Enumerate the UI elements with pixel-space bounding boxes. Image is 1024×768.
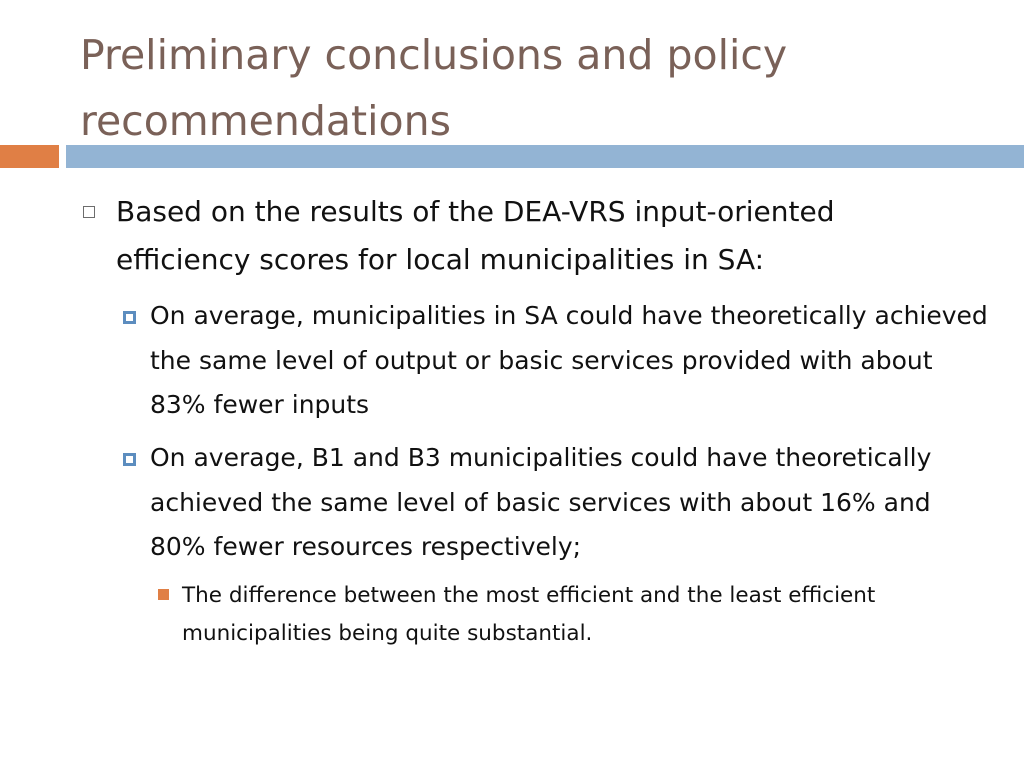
- sub-sub-bullet-efficiency-difference: The difference between the most efficient and the least efficient municipalities being quite substantial.: [182, 583, 876, 646]
- blue-square-bullet-icon: [123, 311, 136, 324]
- sub-bullet-average-municipalities: On average, municipalities in SA could have theoretically achieved the same level of output or basic services provided with about 83% fewer inputs: [150, 301, 988, 419]
- accent-bar-blue: [66, 145, 1024, 168]
- bullet-level1: Based on the results of the DEA-VRS input-oriented efficiency scores for local municipalities in SA:: [116, 195, 835, 276]
- sub-bullet-b1-b3-municipalities: On average, B1 and B3 municipalities could have theoretically achieved the same level of basic services with about 16% and 80% fewer resources respectively;: [150, 443, 932, 561]
- accent-bar-orange: [0, 145, 59, 168]
- orange-square-bullet-icon: [158, 589, 169, 600]
- slide-title: Preliminary conclusions and policy recommendations: [80, 31, 788, 145]
- blue-square-bullet-icon: [123, 453, 136, 466]
- open-square-bullet-icon: [83, 206, 95, 218]
